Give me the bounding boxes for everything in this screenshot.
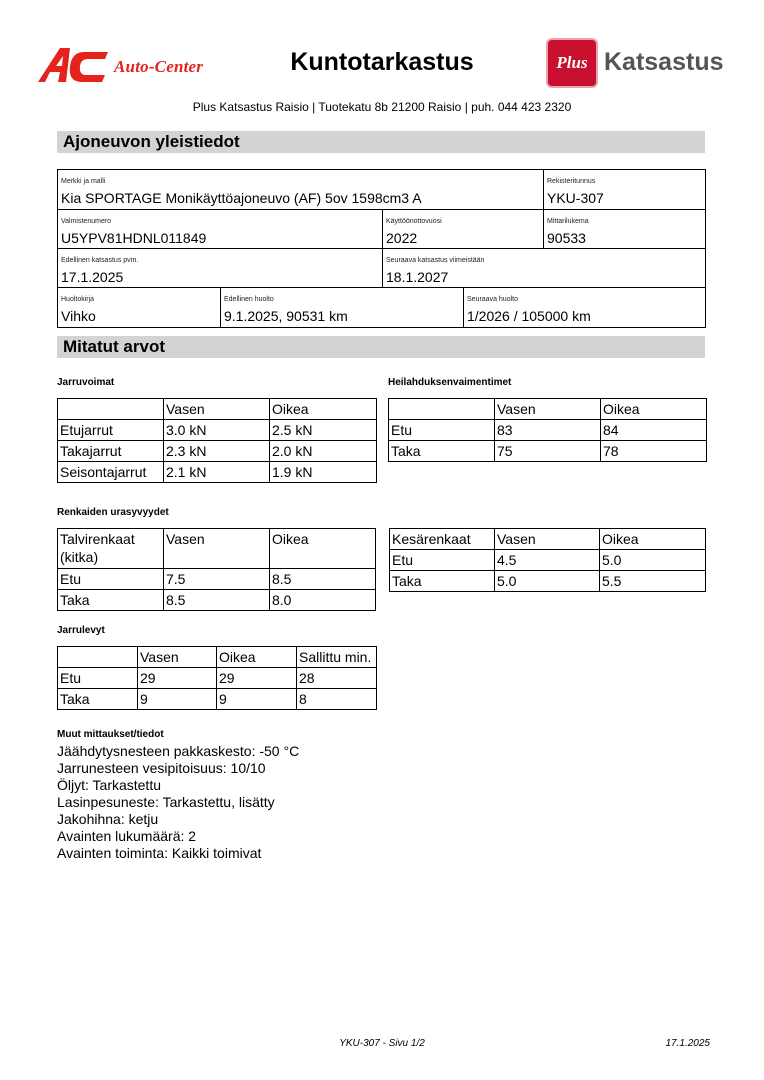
summer-tyres-table [389, 528, 706, 592]
table-cell: 83 [495, 420, 601, 441]
table-cell: 29 [217, 668, 297, 689]
table-row [389, 441, 707, 462]
make-model-value: Kia SPORTAGE Monikäyttöajoneuvo (AF) 5ov 1598cm3 A [61, 190, 422, 206]
header-cell: Kesärenkaat [390, 529, 495, 550]
discs-heading: Jarrulevyt [57, 625, 105, 636]
row-label: Etu [390, 550, 495, 571]
header-cell: Vasen [138, 647, 217, 668]
next-inspection-value: 18.1.2027 [386, 269, 449, 285]
brake-discs-table [57, 646, 377, 710]
registration-cell [544, 170, 705, 210]
make-model-label: Merkki ja malli [61, 178, 106, 185]
note-line: Jäähdytysnesteen pakkaskesto: -50 °C [57, 743, 300, 759]
table-cell: 8.0 [270, 590, 376, 611]
table-header-row [58, 399, 377, 420]
vehicle-info-grid [57, 169, 706, 328]
odometer-value: 90533 [547, 230, 586, 246]
winter-tyres-table [57, 528, 376, 611]
header-cell [58, 647, 138, 668]
table-row [58, 569, 376, 590]
row-label: Takajarrut [58, 441, 164, 462]
row-label: Taka [58, 590, 164, 611]
brakes-heading: Jarruvoimat [57, 377, 115, 388]
table-row [58, 668, 377, 689]
service-book-label: Huoltokirja [61, 296, 95, 303]
next-service-cell [464, 288, 705, 327]
brakes-table [57, 398, 377, 483]
header-cell: Oikea [217, 647, 297, 668]
vin-label: Valmistenumero [61, 218, 112, 225]
vin-value: U5YPV81HDNL011849 [61, 230, 207, 246]
other-measurements [57, 729, 457, 862]
table-cell: 8.5 [270, 569, 376, 590]
note-line: Öljyt: Tarkastettu [57, 777, 162, 793]
table-cell: 4.5 [495, 550, 600, 571]
header-cell: Oikea [270, 399, 377, 420]
last-inspection-cell [58, 249, 383, 288]
row-label: Taka [58, 689, 138, 710]
row-label: Etu [389, 420, 495, 441]
table-cell: 78 [601, 441, 707, 462]
shocks-table [388, 398, 707, 462]
table-cell: 29 [138, 668, 217, 689]
table-row [390, 550, 706, 571]
table-cell: 5.0 [600, 550, 706, 571]
table-header-row [389, 399, 707, 420]
table-cell: 9 [138, 689, 217, 710]
table-cell: 9 [217, 689, 297, 710]
plus-katsastus-logo [546, 38, 728, 88]
note-line: Jakohihna: ketju [57, 811, 159, 827]
registration-value: YKU-307 [547, 190, 604, 206]
last-inspection-value: 17.1.2025 [61, 269, 124, 285]
row-label: Taka [389, 441, 495, 462]
next-inspection-cell [383, 249, 705, 288]
header-cell: Vasen [164, 399, 270, 420]
service-book-value: Vihko [61, 308, 96, 324]
service-book-cell [58, 288, 221, 327]
next-service-label: Seuraava huolto [467, 296, 518, 303]
table-row [58, 590, 376, 611]
table-cell: 3.0 kN [164, 420, 270, 441]
section-heading-general: Ajoneuvon yleistiedot [57, 131, 705, 153]
table-cell: 7.5 [164, 569, 270, 590]
note-line: Avainten lukumäärä: 2 [57, 828, 197, 844]
row-label: Etu [58, 668, 138, 689]
section-heading-measured: Mitatut arvot [57, 336, 705, 358]
table-header-row [390, 529, 706, 550]
last-inspection-label: Edellinen katsastus pvm. [61, 257, 139, 264]
header-cell: Oikea [270, 529, 376, 569]
next-service-value: 1/2026 / 105000 km [467, 308, 591, 324]
previous-service-label: Edellinen huolto [224, 296, 274, 303]
odometer-cell [544, 210, 705, 249]
header-cell: Oikea [600, 529, 706, 550]
tyres-heading: Renkaiden urasyvyydet [57, 507, 169, 518]
registration-label: Rekisteritunnus [547, 178, 596, 185]
shocks-heading: Heilahduksenvaimentimet [388, 377, 512, 388]
previous-service-value: 9.1.2025, 90531 km [224, 308, 348, 324]
table-cell: 28 [297, 668, 377, 689]
odometer-label: Mittarilukema [547, 218, 589, 225]
table-row [58, 441, 377, 462]
document-title: Kuntotarkastus [290, 48, 474, 76]
intro-year-value: 2022 [386, 230, 418, 246]
note-line: Jarrunesteen vesipitoisuus: 10/10 [57, 760, 266, 776]
table-cell: 8.5 [164, 590, 270, 611]
table-row [390, 571, 706, 592]
table-header-row [58, 529, 376, 569]
header-cell [389, 399, 495, 420]
header-cell: Talvirenkaat (kitka) [58, 529, 164, 569]
note-line: Avainten toiminta: Kaikki toimivat [57, 845, 262, 861]
table-cell: 75 [495, 441, 601, 462]
table-header-row [58, 647, 377, 668]
table-cell: 2.3 kN [164, 441, 270, 462]
header-cell [58, 399, 164, 420]
table-cell: 5.5 [600, 571, 706, 592]
vin-cell [58, 210, 383, 249]
make-model-cell [58, 170, 544, 210]
katsastus-wordmark: Katsastus [604, 48, 724, 76]
table-cell: 5.0 [495, 571, 600, 592]
table-row [58, 689, 377, 710]
auto-center-wordmark: Auto-Center [114, 57, 204, 76]
table-cell: 1.9 kN [270, 462, 377, 483]
row-label: Etu [58, 569, 164, 590]
table-cell: 2.1 kN [164, 462, 270, 483]
table-cell: 2.5 kN [270, 420, 377, 441]
header-cell: Vasen [495, 399, 601, 420]
row-label: Seisontajarrut [58, 462, 164, 483]
intro-year-cell [383, 210, 544, 249]
table-row [58, 462, 377, 483]
note-line: Lasinpesuneste: Tarkastettu, lisätty [57, 794, 275, 810]
previous-service-cell [221, 288, 464, 327]
table-cell: 84 [601, 420, 707, 441]
table-row [58, 420, 377, 441]
table-row [389, 420, 707, 441]
header-cell: Sallittu min. [297, 647, 377, 668]
contact-line: Plus Katsastus Raisio | Tuotekatu 8b 21200 Raisio | puh. 044 423 2320 [192, 100, 572, 114]
row-label: Taka [390, 571, 495, 592]
page-footer: YKU-307 - Sivu 1/2 [339, 1038, 425, 1049]
other-measurements-heading: Muut mittaukset/tiedot [57, 729, 164, 740]
table-cell: 2.0 kN [270, 441, 377, 462]
intro-year-label: Käyttöönottovuosi [386, 218, 442, 225]
row-label: Etujarrut [58, 420, 164, 441]
next-inspection-label: Seuraava katsastus viimeistään [386, 257, 485, 264]
table-cell: 8 [297, 689, 377, 710]
header-cell: Vasen [164, 529, 270, 569]
footer-date: 17.1.2025 [665, 1038, 710, 1049]
header-cell: Oikea [601, 399, 707, 420]
header-cell: Vasen [495, 529, 600, 550]
plus-badge: Plus [546, 38, 598, 88]
